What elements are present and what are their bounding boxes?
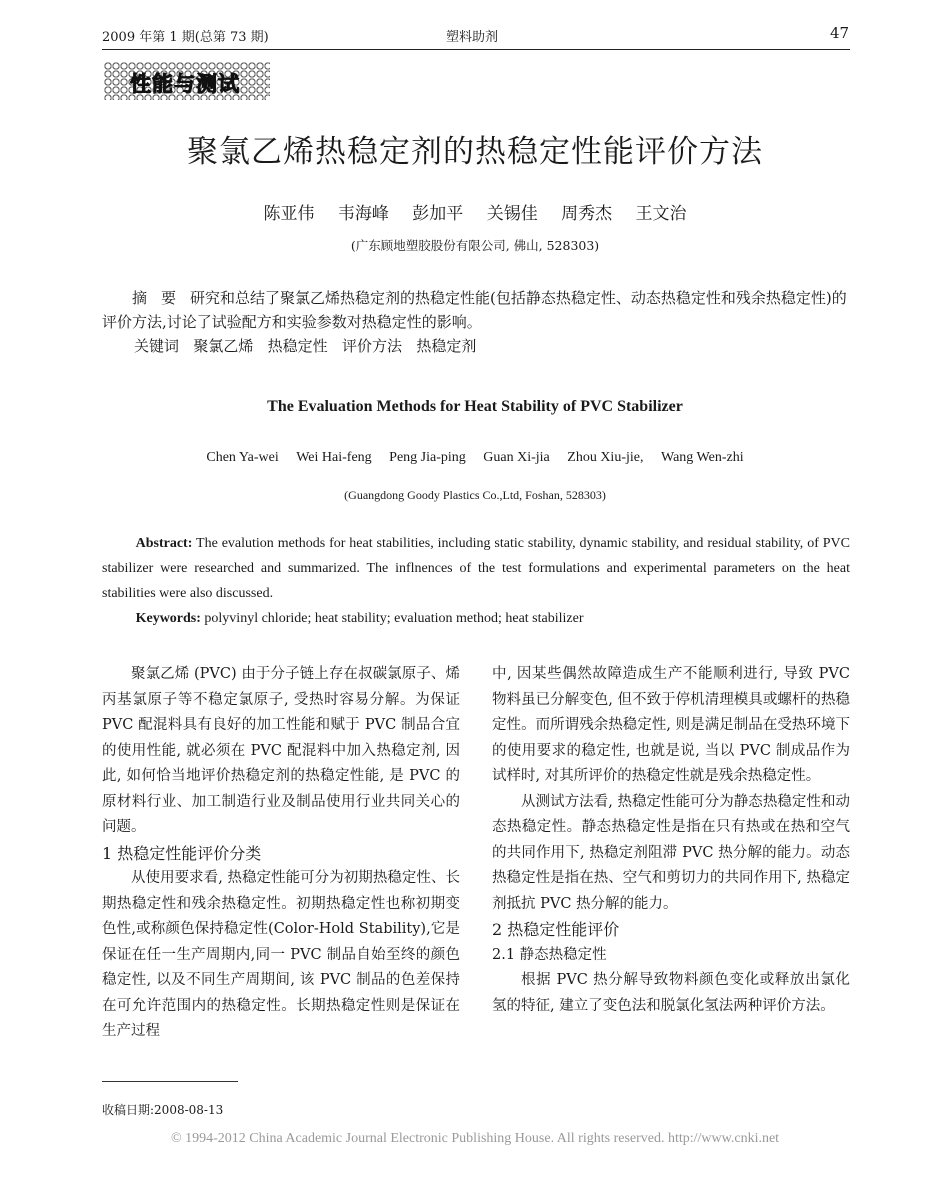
header-page-number: 47 [830, 24, 850, 42]
body-right-column [492, 662, 850, 1019]
author-cn: 王文治 [635, 204, 687, 224]
body-paragraph: 根据 PVC 热分解导致物料颜色变化或释放出氯化氢的特征, 建立了变色法和脱氯化氢法两种评价方法。 [492, 972, 850, 1014]
abstract-en [102, 531, 850, 631]
author-en: Wang Wen-zhi [660, 450, 744, 465]
keyword-cn: 热稳定剂 [416, 337, 477, 355]
keyword-cn: 热稳定性 [267, 337, 328, 355]
section-heading: 2 热稳定性能评价 [492, 920, 620, 939]
footnote-rule [102, 1081, 238, 1082]
affiliation-en: (Guangdong Goody Plastics Co.,Ltd, Foshan, 528303) [344, 488, 606, 502]
keywords-cn-label: 关键词 [134, 337, 180, 355]
body-left-column [102, 662, 460, 1045]
abstract-en-label: Abstract: [135, 536, 193, 551]
author-cn: 关锡佳 [486, 204, 538, 224]
author-en: Chen Ya-wei [206, 450, 279, 465]
keyword-cn: 聚氯乙烯 [193, 337, 254, 355]
copyright-line: © 1994-2012 China Academic Journal Electronic Publishing House. All rights reserved. http://www.cnki.net [170, 1131, 780, 1146]
author-en: Peng Jia-ping [389, 450, 466, 465]
author-cn: 陈亚伟 [263, 204, 315, 224]
author-en: Guan Xi-jia [483, 450, 550, 465]
author-en: Zhou Xiu-jie, [567, 450, 644, 465]
affiliation-cn: (广东顾地塑胶股份有限公司, 佛山, 528303) [350, 238, 600, 253]
abstract-cn-label: 摘要 [132, 289, 191, 307]
abstract-cn [102, 286, 850, 334]
author-en: Wei Hai-feng [296, 450, 372, 465]
keywords-en-text: polyvinyl chloride; heat stability; evaluation method; heat stabilizer [204, 611, 584, 626]
header-journal: 塑料助剂 [446, 30, 499, 45]
body-paragraph: 从使用要求看, 热稳定性能可分为初期热稳定性、长期热稳定性和残余热稳定性。初期热稳定性也称初期变色性,或称颜色保持稳定性(Color-Hold Stability),它是保证在任一生产周期内,同一 PVC 制品自始至终的颜色稳定性, 以及不同生产周期间, 该 PVC 制品的色差保持在可允许范围内的热稳定性。长期热稳定性则是保证在生产过程 [102, 870, 460, 1039]
authors-cn [0, 199, 950, 224]
subsection-heading: 2.1 静态热稳定性 [492, 946, 607, 963]
header-rule [102, 49, 850, 50]
section-heading: 1 热稳定性能评价分类 [102, 843, 262, 863]
author-cn: 周秀杰 [561, 204, 613, 224]
section-banner [104, 62, 270, 100]
paper-title-en: The Evaluation Methods for Heat Stability of PVC Stabilizer [267, 398, 683, 415]
footnote-received-date: 收稿日期:2008-08-13 [102, 1103, 224, 1117]
abstract-en-text: The evalution methods for heat stabilities, including static stability, dynamic stability, and residual stability, of PVC stabilizer were researched and summarized. The inflnences of the test formulations and experimental parameters on the heat stabilities were also discussed. [102, 536, 851, 601]
abstract-cn-text: 研究和总结了聚氯乙烯热稳定剂的热稳定性能(包括静态热稳定性、动态热稳定性和残余热稳定性)的评价方法,讨论了试验配方和实验参数对热稳定性的影响。 [102, 289, 847, 331]
author-cn: 彭加平 [412, 204, 464, 224]
body-paragraph: 聚氯乙烯 (PVC) 由于分子链上存在叔碳氯原子、烯丙基氯原子等不稳定氯原子, 受热时容易分解。为保证 PVC 配混料具有良好的加工性能和赋于 PVC 制品合宜的使用性能, 就必须在 PVC 配混料中加入热稳定剂, 因此, 如何恰当地评价热稳定剂的热稳定性能, 是 PVC 的原材料行业、加工制造行业及制品使用行业共同关心的问题。 [102, 666, 460, 835]
body-paragraph: 中, 因某些偶然故障造成生产不能顺利进行, 导致 PVC 物料虽已分解变色, 但不致于停机清理模具或螺杆的热稳定性。而所谓残余热稳定性, 则是满足制品在受热环境下的使用要求的稳定性, 也就是说, 当以 PVC 制成品作为试样时, 对其所评价的热稳定性就是残余热稳定性。 [492, 666, 850, 784]
paper-title-cn: 聚氯乙烯热稳定剂的热稳定性能评价方法 [187, 134, 763, 170]
section-banner-label: 性能与测试 [130, 72, 240, 96]
header-issue: 2009 年第 1 期(总第 73 期) [102, 30, 269, 45]
keywords-cn [134, 334, 882, 358]
body-paragraph: 从测试方法看, 热稳定性能可分为静态热稳定性和动态热稳定性。静态热稳定性是指在只有热或在热和空气的共同作用下, 热稳定剂阻滞 PVC 热分解的能力。动态热稳定性是指在热、空气和剪切力的共同作用下, 热稳定剂抵抗 PVC 热分解的能力。 [492, 793, 850, 912]
keywords-en-label: Keywords: [135, 611, 201, 626]
keyword-cn: 评价方法 [341, 337, 402, 355]
author-cn: 韦海峰 [337, 204, 389, 224]
authors-en [0, 450, 950, 466]
